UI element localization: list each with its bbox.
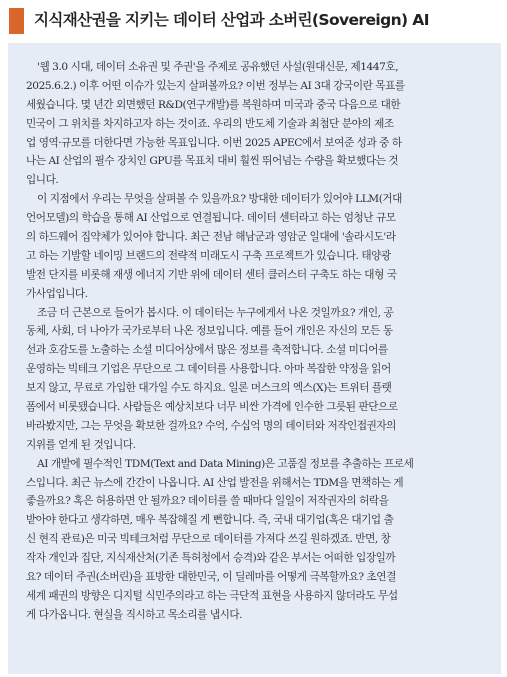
paragraph-line: 폼에서 비롯됐습니다. 사람들은 예상치보다 너무 비싼 가격에 인수한 그릇된 판단으로 [26,401,398,414]
paragraph [26,455,485,625]
paragraph-line: 세계 패권의 방향은 디지털 식민주의라고 하는 극단적 표현을 사용하지 않더라도 무섭 [26,589,398,602]
paragraph-line: 신 현직 관료)은 미국 빅테크처럼 무단으로 데이터를 가져다 쓰길 원하겠죠. 반면, 창 [26,533,391,546]
paragraph-line: 입니다. [26,174,59,187]
paragraph-line: 의 하드웨어 집약체가 있어야 합니다. 최근 전남 해남군과 영암군 일대에 '솔라시도'라 [26,231,396,244]
paragraph-line: 선과 호감도를 노출하는 소셜 미디어상에서 많은 정보를 축적합니다. 소셜 미디어를 [26,344,388,357]
paragraph-line: 가사업입니다. [26,287,88,300]
paragraph-line: 나는 AI 산업의 필수 장치인 GPU를 목표치 대비 훨씬 뛰어넘는 수량을 확보했다는 것 [26,155,399,168]
paragraph-line: 게 다가옵니다. 현실을 직시하고 목소리를 냅시다. [26,608,243,621]
paragraph-line: 받아야 한다고 생각하면, 매우 복잡해질 게 뻔합니다. 즉, 국내 대기업(혹은 대기업 출 [26,514,394,527]
article-text [26,58,485,625]
paragraph-line: 고 하는 기발할 네이밍 브랜드의 전략적 미래도시 구축 프로젝트가 있습니다. 태양광 [26,249,391,262]
paragraph [26,58,485,190]
paragraph [26,304,485,455]
paragraph-line: 언어모델)의 학습을 통해 AI 산업으로 연결됩니다. 데이터 센터라고 하는 엄청난 규모 [26,212,396,225]
header-accent-bar [9,8,24,34]
paragraph-line: 지위를 얻게 된 것입니다. [26,438,136,451]
paragraph-line: 2025.6.2.) 이후 어떤 이슈가 있는지 살펴볼까요? 이번 정부는 AI 3대 강국이란 목표를 [26,79,405,92]
paragraph-line: 세웠습니다. 몇 년간 외면했던 R&D(연구개발)를 복원하며 미국과 중국 다음으로 대한 [26,98,401,111]
paragraph-line: 운영하는 빅테크 기업은 무단으로 그 데이터를 사용합니다. 아마 복잡한 약정을 읽어 [26,363,391,376]
paragraph-line: 동체, 사회, 더 나아가 국가로부터 나온 정보입니다. 예를 들어 개인은 자신의 모든 동 [26,325,393,338]
paragraph-line: 민국이 그 위치를 차지하고자 하는 것이죠. 우리의 반도체 기술과 최첨단 분야의 제조 [26,117,394,130]
paragraph-line: 조금 더 근본으로 들어가 봅시다. 이 데이터는 누구에게서 나온 것일까요? 개인, 공 [37,306,394,319]
article-title: 지식재산권을 지키는 데이터 산업과 소버린(Sovereign) AI [34,11,429,29]
paragraph-line: 작자 개인과 집단, 지식재산처(기존 특허청에서 승격)와 같은 부서는 어떠한 입장일까 [26,552,396,565]
paragraph-line: 업 영역·규모를 더한다면 가능한 목표입니다. 이번 2025 APEC에서 보여준 성과 중 하 [26,136,402,149]
paragraph-line: 스입니다. 최근 뉴스에 간간이 나옵니다. AI 산업 발전을 위해서는 TDM을 면책하는 게 [26,476,404,489]
paragraph-line: 요? 데이터 주권(소버린)을 표방한 대한민국, 이 딜레마를 어떻게 극복할까요? 초연결 [26,571,396,584]
paragraph-line: AI 개발에 필수적인 TDM(Text and Data Mining)은 고품질 정보를 추출하는 프로세 [37,457,414,470]
paragraph-line: 이 지점에서 우리는 무엇을 살펴볼 수 있을까요? 방대한 데이터가 있어야 LLM(거대 [37,193,402,206]
paragraph-line: 보지 않고, 무료로 가입한 대가일 수도 하지요. 일론 머스크의 엑스(X)는 트위터 플랫 [26,382,392,395]
paragraph-line: 바라봤지만, 그는 무엇을 확보한 걸까요? 수억, 수십억 명의 데이터와 저작인접권자의 [26,419,396,432]
paragraph-line: 좋을까요? 혹은 허용하면 안 될까요? 데이터를 쓸 때마다 일일이 저작권자의 허락을 [26,495,389,508]
paragraph-line: '웹 3.0 시대, 데이터 소유권 및 주권'을 주제로 공유했던 사설(원대신문, 제1447호, [37,61,399,73]
article-header [0,0,507,39]
paragraph-line: 발전 단지를 비롯해 재생 에너지 기반 위에 데이터 센터 클러스터 구축도 하는 대형 국 [26,268,397,281]
article-body-box [8,43,501,674]
paragraph [26,190,485,303]
